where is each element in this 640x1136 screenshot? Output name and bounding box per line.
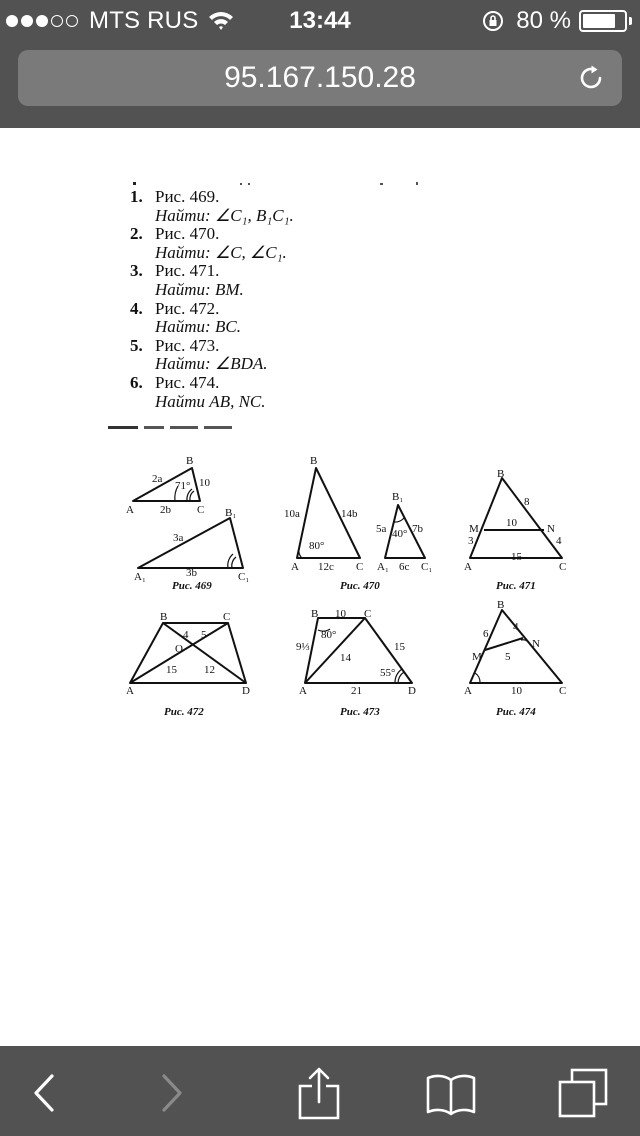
- url-text[interactable]: 95.167.150.28: [224, 61, 416, 94]
- fig472-val-4: 4: [183, 629, 189, 641]
- task-find: Найти: ∠BDA.: [155, 354, 268, 374]
- fig474-val-6: 6: [483, 628, 489, 640]
- fig470-label-c1: C₁: [421, 561, 433, 573]
- task-number: 2.: [130, 224, 143, 244]
- fig473-caption: Рис. 473: [340, 706, 380, 718]
- task-find: Найти: BM.: [155, 279, 244, 299]
- fig473-val-10: 10: [335, 608, 346, 620]
- fig474-val-10: 10: [511, 685, 522, 697]
- fig470-side-10a: 10a: [284, 508, 300, 520]
- fig471-label-c: C: [559, 561, 567, 573]
- fig473-val-15: 15: [394, 641, 405, 653]
- task-figure-ref: Рис. 472.: [155, 298, 220, 318]
- fig474-label-a: A: [464, 685, 472, 697]
- fig470-side-5a: 5a: [376, 523, 387, 535]
- fig472-val-12: 12: [204, 664, 215, 676]
- fig469-caption: Рис. 469: [172, 580, 212, 592]
- fig469-side-2b: 2b: [160, 504, 171, 516]
- fig471-caption: Рис. 471: [496, 580, 536, 592]
- fig470-label-b1: B₁: [392, 491, 404, 503]
- fig469-side-3a: 3a: [173, 532, 184, 544]
- fig470-side-7b: 7b: [412, 523, 423, 535]
- fig469-label-c1: C₁: [238, 571, 250, 583]
- battery-percent: 80 %: [516, 7, 571, 34]
- fig469-angle-71: 71°: [175, 480, 191, 492]
- tabs-icon[interactable]: [556, 1066, 610, 1120]
- fig472-val-15: 15: [166, 664, 177, 676]
- fig471-val-15: 15: [511, 551, 522, 563]
- fig473-label-a: A: [299, 685, 307, 697]
- task-figure-ref: Рис. 473.: [155, 335, 220, 355]
- browser-toolbar: [0, 1046, 640, 1136]
- battery-tip: [629, 17, 632, 25]
- reload-icon[interactable]: [576, 63, 606, 93]
- fig472-label-d: D: [242, 685, 250, 697]
- fig473-angle-80: 80°: [321, 629, 337, 641]
- fig474-caption: Рис. 474: [496, 706, 536, 718]
- fig474-label-m: M: [472, 651, 482, 663]
- fig470-caption: Рис. 470: [340, 580, 380, 592]
- browser-top-chrome: [0, 0, 640, 128]
- status-time: 13:44: [289, 7, 351, 34]
- battery-fill: [583, 14, 615, 28]
- fig473-label-b: B: [311, 608, 319, 620]
- task-number: 3.: [130, 261, 143, 281]
- task-number: 1.: [130, 187, 143, 206]
- fig474-val-5: 5: [505, 651, 511, 663]
- fig471-val-4: 4: [556, 535, 562, 547]
- fig471-label-b: B: [497, 468, 505, 480]
- fig469-label-a1: A₁: [134, 571, 146, 583]
- fig471-label-n: N: [547, 523, 555, 535]
- fig470-label-c: C: [356, 561, 364, 573]
- address-bar[interactable]: [18, 50, 622, 106]
- carrier-name: MTS RUS: [89, 7, 199, 34]
- fig471-label-m: M: [469, 523, 479, 535]
- bookmarks-icon[interactable]: [424, 1066, 478, 1120]
- geometry-figures: [0, 128, 640, 1046]
- forward-icon[interactable]: [146, 1066, 200, 1120]
- task-find: Найти: ∠C, ∠C₁.: [155, 242, 287, 262]
- fig474-mn-segment: [485, 638, 523, 650]
- fig469-label-b: B: [186, 455, 194, 467]
- fig474-label-c: C: [559, 685, 567, 697]
- fig472-label-a: A: [126, 685, 134, 697]
- fig469-side-2a: 2a: [152, 473, 163, 485]
- task-number: 4.: [130, 298, 143, 318]
- page-content: [0, 128, 640, 1046]
- fig474-label-n: N: [532, 638, 540, 650]
- fig473-label-d: D: [408, 685, 416, 697]
- fig472-caption: Рис. 472: [164, 706, 204, 718]
- fig470-angle-80: 80°: [309, 540, 325, 552]
- fig471-label-a: A: [464, 561, 472, 573]
- fig472-label-c: C: [223, 611, 231, 623]
- fig471-val-8: 8: [524, 496, 530, 508]
- rotation-lock-icon: [482, 10, 504, 32]
- task-figure-ref: Рис. 471.: [155, 261, 220, 281]
- fig474-label-b: B: [497, 599, 505, 611]
- task-figure-ref: Рис. 469.: [155, 187, 220, 206]
- fig469-side-10: 10: [199, 477, 210, 489]
- fig472-val-5: 5: [201, 629, 207, 641]
- battery-icon: [579, 10, 627, 32]
- fig469-large-triangle: [138, 518, 243, 568]
- fig470-angle-arc: [299, 546, 302, 558]
- fig473-val-21: 21: [351, 685, 362, 697]
- task-number: 6.: [130, 372, 143, 392]
- task-figure-ref: Рис. 470.: [155, 224, 220, 244]
- fig470-side-14b: 14b: [341, 508, 358, 520]
- fig473-val-14: 14: [340, 652, 351, 664]
- fig471-val-3: 3: [468, 535, 474, 547]
- status-right: [482, 7, 632, 35]
- fig471-val-10: 10: [506, 517, 517, 529]
- fig474-val-4: 4: [513, 621, 519, 633]
- fig472-label-b: B: [160, 611, 168, 623]
- task-figure-ref: Рис. 474.: [155, 372, 220, 392]
- fig469-label-b1: B₁: [225, 507, 237, 519]
- fig470-label-a1: A₁: [377, 561, 389, 573]
- task-find: Найти: BC.: [155, 317, 241, 337]
- fig470-side-6c: 6c: [399, 561, 410, 573]
- fig469-label-a: A: [126, 504, 134, 516]
- status-bar: [0, 0, 640, 42]
- fig473-val-9-1-3: 9⅓: [296, 641, 310, 653]
- fig469-label-c: C: [197, 504, 205, 516]
- fig473-angle-arc-d: [398, 672, 404, 683]
- task-number: 5.: [130, 335, 143, 355]
- fig470-label-b: B: [310, 455, 318, 467]
- fig470-side-12c: 12c: [318, 561, 334, 573]
- fig469-side-3b: 3b: [186, 567, 197, 579]
- task-find: Найти AB, NC.: [155, 391, 266, 411]
- fig473-label-c: C: [364, 608, 372, 620]
- fig470-angle-40: 40°: [392, 528, 408, 540]
- fig472-label-o: O: [175, 643, 183, 655]
- fig470-label-a: A: [291, 561, 299, 573]
- fig473-angle-55: 55°: [380, 667, 396, 679]
- share-icon[interactable]: [292, 1066, 346, 1120]
- task-find: Найти: ∠C₁, B₁C₁.: [155, 205, 294, 225]
- back-icon[interactable]: [16, 1066, 70, 1120]
